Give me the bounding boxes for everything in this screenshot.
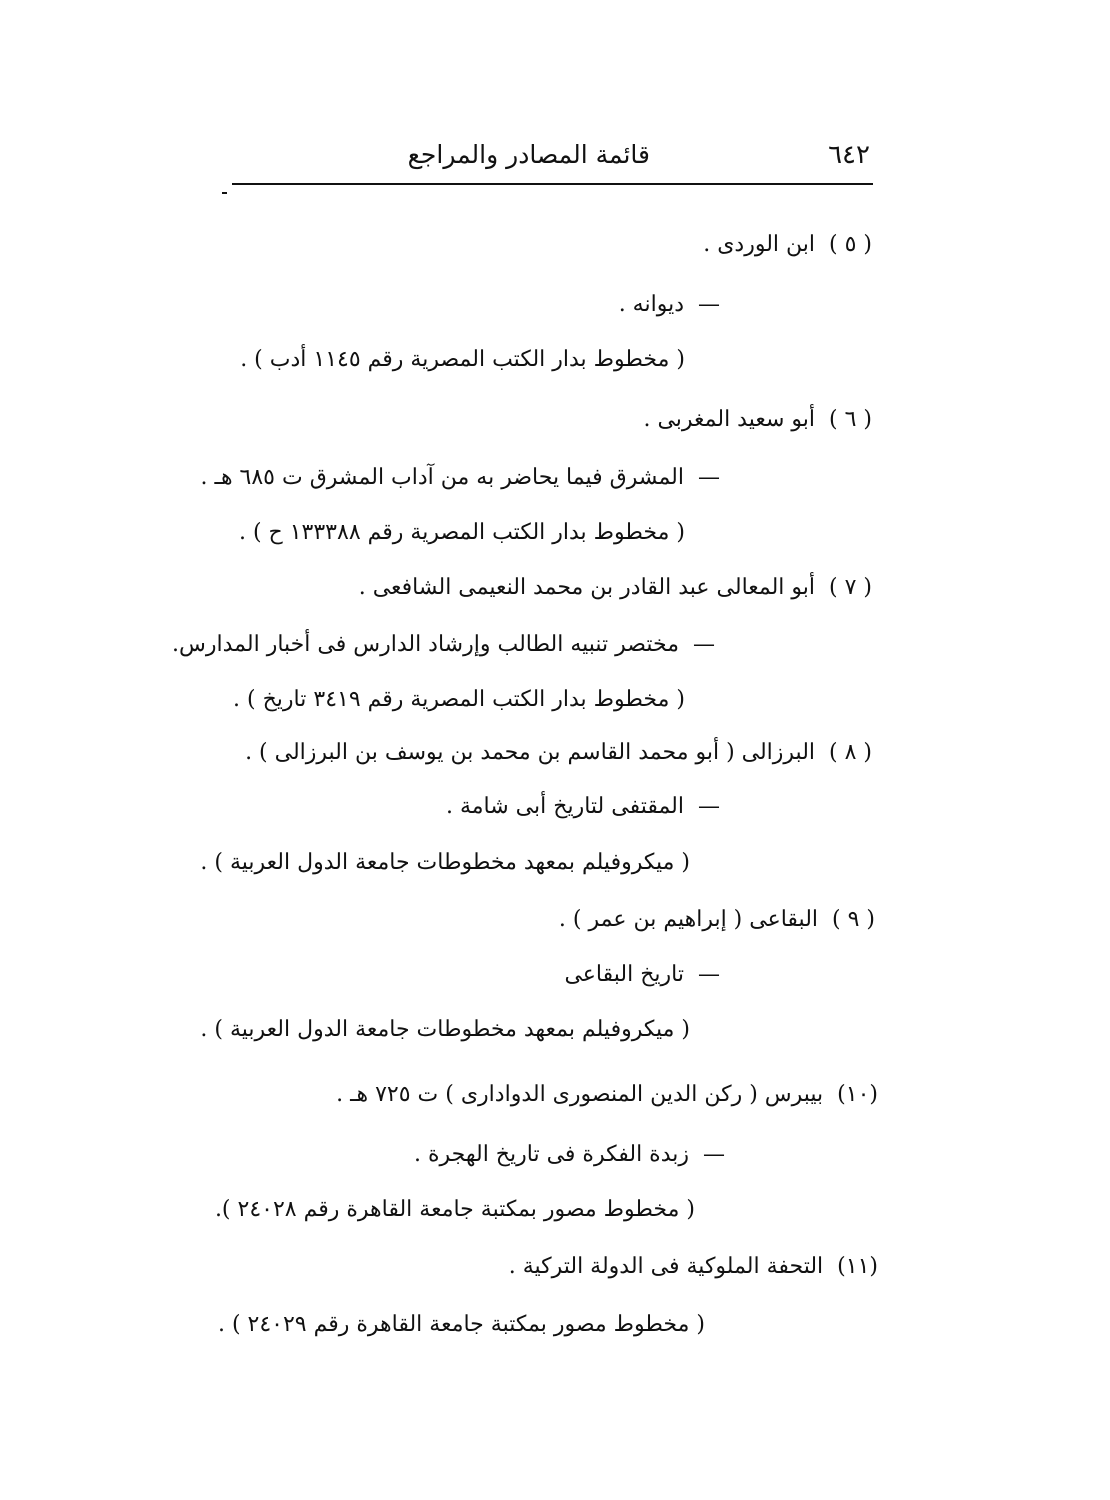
work-title: ديوانه .: [618, 292, 684, 317]
entry-number: ( ٥ ): [829, 232, 872, 257]
entry-number: ( ٦ ): [829, 407, 872, 432]
entry-author: البرزالى ( أبو محمد القاسم بن محمد بن يوسف بن البرزالى ) .: [245, 740, 816, 765]
dash-mark: —: [698, 292, 720, 317]
entry-author: أبو المعالى عبد القادر بن محمد النعيمى الشافعى .: [358, 575, 816, 600]
entry-number: ( ٧ ): [829, 575, 872, 600]
dash-mark: —: [698, 794, 720, 819]
entry-author: التحفة الملوكية فى الدولة التركية .: [508, 1254, 824, 1279]
entry-number: (١١): [837, 1254, 878, 1279]
entry-work: [414, 1140, 725, 1170]
dash-mark: —: [698, 465, 720, 490]
entry-work: [619, 290, 720, 320]
header-divider: [232, 183, 873, 185]
running-title: قائمة المصادر والمراجع: [407, 140, 650, 169]
entry-work: [446, 792, 720, 822]
entry-number: ( ٨ ): [829, 740, 872, 765]
work-title: المقتفى لتاريخ أبى شامة .: [445, 794, 684, 819]
work-title: مختصر تنبيه الطالب وإرشاد الدارس فى أخبار المدارس.: [172, 632, 679, 657]
entry-work: [564, 960, 720, 990]
entry-number: ( ٩ ): [832, 907, 875, 932]
page-number: ٦٤٢: [828, 140, 870, 170]
entry-heading: [643, 405, 872, 435]
entry-work: [201, 463, 720, 493]
entry-source-note: ( مخطوط بدار الكتب المصرية رقم ١٣٣٣٨٨ ح ) .: [238, 520, 685, 545]
entry-author: أبو سعيد المغربى .: [643, 407, 816, 432]
work-title: تاريخ البقاعى: [564, 962, 684, 987]
entry-source-note: ( مخطوط بدار الكتب المصرية رقم ٣٤١٩ تاريخ ) .: [233, 687, 685, 712]
entry-heading: [336, 1080, 878, 1110]
entry-heading: [359, 573, 872, 603]
entry-work: [172, 630, 715, 660]
entry-author: البقاعى ( إبراهيم بن عمر ) .: [558, 907, 819, 932]
dash-mark: —: [703, 1142, 725, 1167]
entry-source-note: ( مخطوط بدار الكتب المصرية رقم ١١٤٥ أدب ) .: [240, 347, 685, 372]
work-title: زبدة الفكرة فى تاريخ الهجرة .: [414, 1142, 689, 1167]
work-title: المشرق فيما يحاضر به من آداب المشرق ت ٦٨٥ هـ .: [200, 465, 684, 490]
entry-number: (١٠): [837, 1082, 878, 1107]
entry-heading: [509, 1252, 878, 1282]
entry-source-note: ( مخطوط مصور بمكتبة جامعة القاهرة رقم ٢٤٠٢٨ ).: [214, 1197, 695, 1222]
entry-source-note: ( ميكروفيلم بمعهد مخطوطات جامعة الدول العربية ) .: [200, 1017, 690, 1042]
entry-author: بيبرس ( ركن الدين المنصورى الدوادارى ) ت ٧٢٥ هـ .: [336, 1082, 824, 1107]
entry-source-note: ( مخطوط مصور بمكتبة جامعة القاهرة رقم ٢٤٠٢٩ ) .: [217, 1312, 705, 1337]
header-divider-mark: [222, 192, 227, 194]
entry-source-note: ( ميكروفيلم بمعهد مخطوطات جامعة الدول العربية ) .: [200, 850, 690, 875]
entry-author: ابن الوردى .: [703, 232, 816, 257]
entry-heading: [245, 738, 872, 768]
entry-heading: [703, 230, 872, 260]
dash-mark: —: [698, 962, 720, 987]
dash-mark: —: [693, 632, 715, 657]
entry-heading: [559, 905, 875, 935]
